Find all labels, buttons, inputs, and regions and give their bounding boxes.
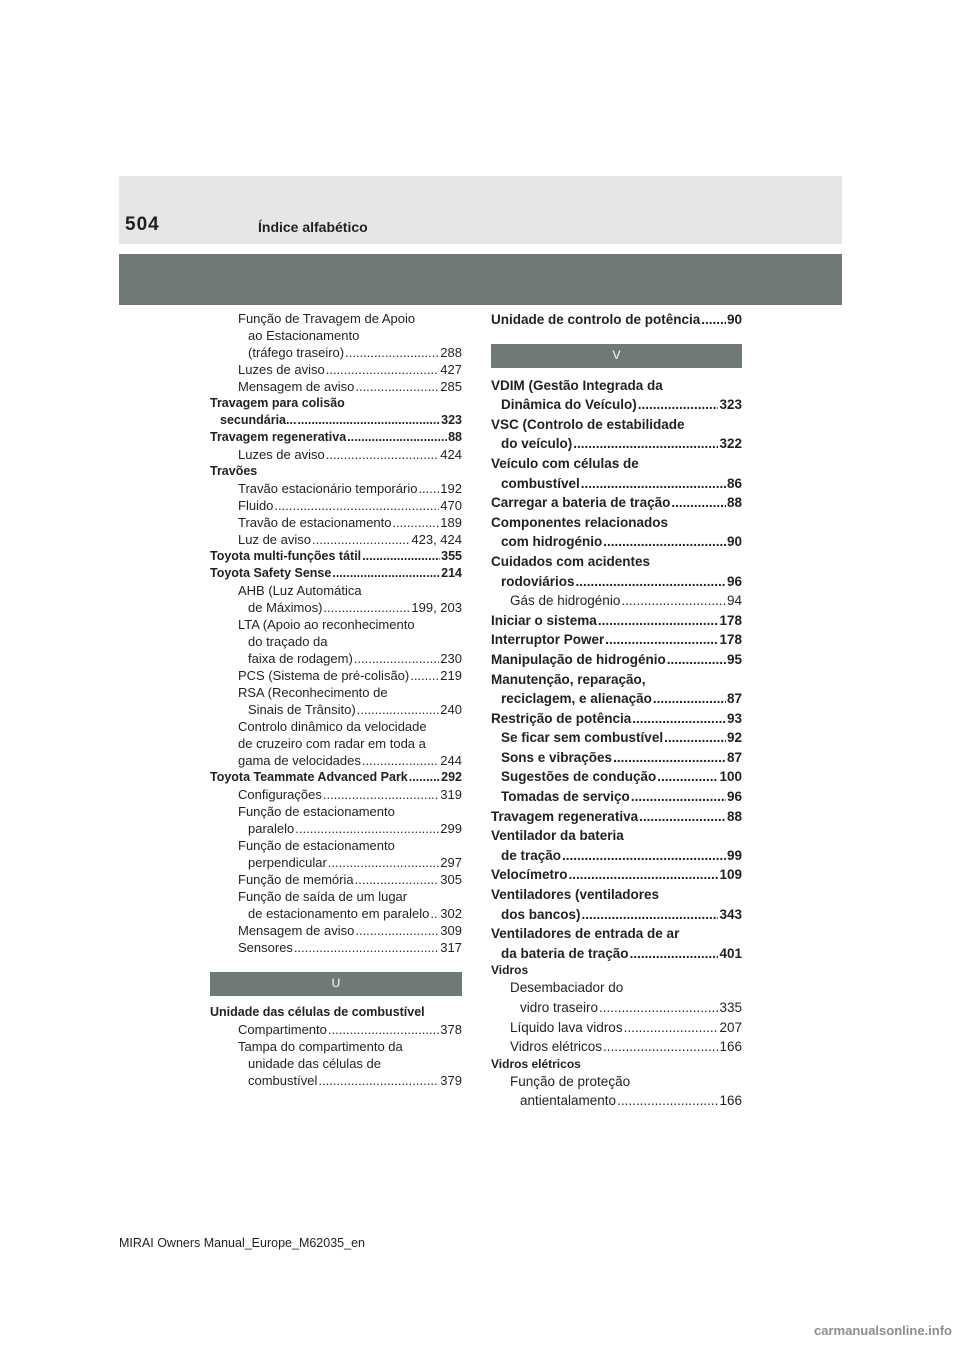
index-entry <box>210 480 462 497</box>
leader-dots <box>701 310 726 330</box>
index-entry <box>491 924 742 944</box>
entry-text: Travagem para colisão <box>210 396 345 410</box>
page-number: 504 <box>125 214 160 235</box>
entry-page-number: 302 <box>440 906 462 921</box>
index-entry <box>491 978 742 998</box>
entry-text: Travão de estacionamento <box>238 515 392 530</box>
leader-dots <box>576 572 726 592</box>
entry-text: Sinais de Trânsito) <box>248 702 356 717</box>
index-entry <box>491 376 742 396</box>
leader-dots <box>318 1072 439 1089</box>
entry-page-number: 335 <box>719 1000 742 1015</box>
entry-text: ao Estacionamento <box>248 328 360 343</box>
index-entry <box>210 599 462 616</box>
entry-text: VDIM (Gestão Integrada da <box>491 377 663 393</box>
index-entry <box>210 616 462 633</box>
index-entry <box>210 769 462 786</box>
leader-dots <box>598 611 719 631</box>
index-entry <box>491 1057 742 1072</box>
index-entry <box>491 767 742 787</box>
index-entry <box>491 787 742 807</box>
leader-dots <box>664 728 726 748</box>
entry-text: Luzes de aviso <box>238 362 325 377</box>
entry-page-number: 343 <box>719 906 742 922</box>
entry-text: Função de saída de um lugar <box>238 889 408 904</box>
leader-dots <box>294 939 439 956</box>
index-entry <box>210 395 462 412</box>
right-column <box>491 310 742 1111</box>
index-entry <box>491 1037 742 1057</box>
entry-page-number: 219 <box>440 668 462 683</box>
letter-heading-u: U <box>210 972 462 996</box>
index-entry <box>491 998 742 1018</box>
entry-text: antientalamento <box>520 1093 617 1109</box>
header-band <box>119 176 842 244</box>
entry-text: Luz de aviso <box>238 532 311 547</box>
entry-page-number: 401 <box>719 945 742 961</box>
leader-dots <box>295 820 439 837</box>
index-entry <box>210 1072 462 1089</box>
entry-page-number: 230 <box>440 651 462 666</box>
entry-text: Configurações <box>238 787 322 802</box>
entry-text: Restrição de potência <box>491 710 632 726</box>
index-entry <box>210 1021 462 1038</box>
index-list-t <box>210 310 462 956</box>
entry-text: Ventilador da bateria <box>491 828 624 844</box>
index-list-u <box>210 1004 462 1089</box>
entry-text: Compartimento <box>238 1022 327 1037</box>
entry-text: Iniciar o sistema <box>491 612 597 628</box>
leader-dots <box>274 497 439 514</box>
entry-page-number: 94 <box>726 593 742 609</box>
entry-page-number: 192 <box>440 481 462 496</box>
leader-dots <box>638 395 719 415</box>
index-entry <box>491 474 742 494</box>
leader-dots <box>631 787 726 807</box>
index-entry <box>491 865 742 885</box>
leader-dots <box>357 701 440 718</box>
index-entry <box>491 552 742 572</box>
entry-page-number: 109 <box>719 867 742 883</box>
entry-text: Interruptor Power <box>491 632 605 648</box>
index-entry <box>210 1004 462 1021</box>
entry-text: perpendicular <box>248 855 327 870</box>
index-entry <box>210 667 462 684</box>
index-entry <box>491 310 742 330</box>
entry-text: Ventiladores de entrada de ar <box>491 926 680 942</box>
entry-text: unidade das células de <box>248 1056 381 1071</box>
entry-page-number: 323 <box>441 413 462 427</box>
index-entry <box>210 1038 462 1055</box>
index-entry <box>491 1072 742 1092</box>
entry-page-number: 166 <box>719 1093 742 1109</box>
entry-text: Controlo dinâmico da velocidade <box>238 719 427 734</box>
index-entry <box>491 944 742 964</box>
entry-text: Função de Travagem de Apoio <box>238 311 416 326</box>
index-entry <box>210 633 462 650</box>
entry-text: Desembaciador do <box>510 980 624 996</box>
entry-page-number: 244 <box>440 753 462 768</box>
index-entry <box>210 378 462 395</box>
leader-dots <box>671 493 726 513</box>
leader-dots <box>410 667 439 684</box>
entry-text: Dinâmica do Veículo) <box>501 397 637 413</box>
leader-dots <box>323 786 439 803</box>
index-entry <box>491 905 742 925</box>
entry-text: Se ficar sem combustível <box>501 730 664 746</box>
entry-text: combustível <box>248 1073 318 1088</box>
index-entry <box>210 497 462 514</box>
entry-text: gama de velocidades <box>238 753 361 768</box>
index-entry <box>210 905 462 922</box>
entry-text: rodoviários <box>501 573 575 589</box>
entry-page-number: 90 <box>726 312 742 327</box>
entry-page-number: 470 <box>440 498 462 513</box>
entry-text: Mensagem de aviso <box>238 923 355 938</box>
entry-text: Toyota Safety Sense <box>210 566 332 580</box>
entry-page-number: 240 <box>440 702 462 717</box>
leader-dots <box>562 846 726 866</box>
index-entry <box>491 748 742 768</box>
leader-dots <box>418 480 439 497</box>
index-entry <box>491 611 742 631</box>
entry-text: RSA (Reconhecimento de <box>238 685 388 700</box>
entry-text: Vidros elétricos <box>510 1039 603 1055</box>
entry-text: Toyota multi-funções tátil <box>210 549 362 563</box>
entry-text: paralelo <box>248 821 295 836</box>
index-entry <box>210 327 462 344</box>
entry-text: Velocímetro <box>491 867 568 883</box>
leader-dots <box>581 474 726 494</box>
section-title: Índice alfabético <box>258 219 368 235</box>
entry-page-number: 319 <box>440 787 462 802</box>
index-entry <box>210 854 462 871</box>
entry-text: reciclagem, e alienação <box>501 691 652 707</box>
leader-dots <box>392 514 439 531</box>
left-column <box>210 310 462 1089</box>
leader-dots <box>667 650 726 670</box>
entry-text: Vidros elétricos <box>491 1056 581 1071</box>
entry-page-number: 378 <box>440 1022 462 1037</box>
leader-dots <box>657 767 718 787</box>
index-entry <box>491 454 742 474</box>
entry-text: Manipulação de hidrogénio <box>491 651 666 667</box>
entry-page-number: 178 <box>719 612 742 628</box>
leader-dots <box>347 429 447 446</box>
leader-dots <box>621 591 726 611</box>
index-entry <box>210 463 462 480</box>
index-entry <box>210 803 462 820</box>
leader-dots <box>599 998 718 1018</box>
entry-page-number: 90 <box>726 534 742 550</box>
index-entry <box>210 514 462 531</box>
entry-text: Gás de hidrogénio <box>510 593 621 609</box>
leader-dots <box>582 905 719 925</box>
leader-dots <box>328 854 440 871</box>
letter-heading-v: V <box>491 344 742 368</box>
entry-page-number: 99 <box>726 847 742 863</box>
entry-page-number: 299 <box>440 821 462 836</box>
footer-manual-name: MIRAI Owners Manual_Europe_M62035_en <box>119 1236 365 1250</box>
entry-page-number: 95 <box>726 651 742 667</box>
index-entry <box>491 513 742 533</box>
watermark: carmanualsonline.info <box>814 1323 952 1338</box>
index-entry <box>491 493 742 513</box>
index-entry <box>491 434 742 454</box>
index-entry <box>210 786 462 803</box>
leader-dots <box>326 446 440 463</box>
index-entry <box>210 684 462 701</box>
entry-text: Toyota Teammate Advanced Park <box>210 770 408 784</box>
entry-text: Veículo com células de <box>491 455 639 471</box>
entry-page-number: 207 <box>719 1019 742 1035</box>
index-entry <box>491 807 742 827</box>
index-entry <box>210 412 462 429</box>
entry-text: dos bancos) <box>501 906 581 922</box>
index-entry <box>210 820 462 837</box>
leader-dots <box>632 709 726 729</box>
entry-text: Função de estacionamento <box>238 804 395 819</box>
entry-text: Componentes relacionados <box>491 514 669 530</box>
entry-text: Luzes de aviso <box>238 447 325 462</box>
leader-dots <box>617 1091 718 1111</box>
index-entry <box>210 310 462 327</box>
leader-dots <box>345 344 439 361</box>
index-entry <box>491 650 742 670</box>
entry-text: (tráfego traseiro) <box>248 345 345 360</box>
leader-dots <box>409 769 440 786</box>
index-entry <box>210 922 462 939</box>
entry-page-number: 88 <box>726 808 742 824</box>
entry-page-number: 100 <box>719 769 742 785</box>
entry-text: faixa de rodagem) <box>248 651 353 666</box>
entry-page-number: 292 <box>441 770 462 784</box>
entry-text: da bateria de tração <box>501 945 629 961</box>
entry-text: de estacionamento em paralelo <box>248 906 430 921</box>
entry-page-number: 379 <box>440 1073 462 1088</box>
index-entry <box>210 701 462 718</box>
entry-text: com hidrogénio <box>501 534 603 550</box>
index-list-u-cont <box>491 310 742 330</box>
leader-dots <box>569 865 719 885</box>
index-entry <box>210 735 462 752</box>
index-entry <box>491 826 742 846</box>
entry-text: Função de proteção <box>510 1073 631 1089</box>
index-entry <box>210 752 462 769</box>
index-entry <box>491 670 742 690</box>
index-entry <box>491 630 742 650</box>
entry-text: Travagem regenerativa <box>491 808 639 824</box>
entry-text: Fluido <box>238 498 274 513</box>
index-entry <box>210 888 462 905</box>
entry-text: de tração <box>501 847 562 863</box>
leader-dots <box>355 922 439 939</box>
leader-dots <box>326 361 440 378</box>
leader-dots <box>653 689 726 709</box>
entry-page-number: 87 <box>726 691 742 707</box>
entry-page-number: 355 <box>441 549 462 563</box>
entry-page-number: 288 <box>440 345 462 360</box>
index-entry <box>210 718 462 735</box>
entry-page-number: 423, 424 <box>411 532 462 547</box>
entry-text: Mensagem de aviso <box>238 379 355 394</box>
leader-dots <box>605 630 718 650</box>
leader-dots <box>355 871 440 888</box>
entry-text: VSC (Controlo de estabilidade <box>491 416 685 432</box>
index-entry <box>210 446 462 463</box>
entry-text: Líquido lava vidros <box>510 1019 623 1035</box>
index-entry <box>491 1018 742 1038</box>
entry-page-number: 214 <box>441 566 462 580</box>
index-entry <box>210 361 462 378</box>
leader-dots <box>613 748 726 768</box>
entry-text: LTA (Apoio ao reconhecimento <box>238 617 415 632</box>
index-entry <box>210 531 462 548</box>
entry-page-number: 87 <box>726 749 742 765</box>
entry-page-number: 92 <box>726 730 742 746</box>
entry-text: Tampa do compartimento da <box>238 1039 403 1054</box>
entry-text: Ventiladores (ventiladores <box>491 887 660 903</box>
entry-page-number: 322 <box>719 436 742 452</box>
entry-page-number: 166 <box>719 1039 742 1055</box>
index-entry <box>491 846 742 866</box>
entry-text: do traçado da <box>248 634 328 649</box>
entry-text: Tomadas de serviço <box>501 789 630 805</box>
leader-dots <box>362 752 439 769</box>
entry-page-number: 88 <box>726 495 742 511</box>
section-band <box>119 254 842 305</box>
index-entry <box>491 1091 742 1111</box>
entry-text: Unidade das células de combustível <box>210 1005 425 1019</box>
entry-page-number: 96 <box>726 789 742 805</box>
entry-text: Carregar a bateria de tração <box>491 495 671 511</box>
entry-text: combustível <box>501 475 580 491</box>
entry-text: Função de memória <box>238 872 354 887</box>
entry-text: Travão estacionário temporário <box>238 481 418 496</box>
entry-page-number: 199, 203 <box>411 600 462 615</box>
index-entry <box>210 939 462 956</box>
leader-dots <box>573 434 718 454</box>
entry-page-number: 96 <box>726 573 742 589</box>
index-entry <box>210 548 462 565</box>
index-entry <box>491 572 742 592</box>
entry-text: Cuidados com acidentes <box>491 553 651 569</box>
index-entry <box>491 885 742 905</box>
entry-page-number: 427 <box>440 362 462 377</box>
entry-text: do veículo) <box>501 436 573 452</box>
entry-page-number: 424 <box>440 447 462 462</box>
entry-text: PCS (Sistema de pré-colisão) <box>238 668 410 683</box>
leader-dots <box>639 807 726 827</box>
leader-dots <box>603 1037 718 1057</box>
index-entry <box>210 837 462 854</box>
leader-dots <box>355 378 439 395</box>
leader-dots <box>362 548 440 565</box>
index-entry <box>210 565 462 582</box>
leader-dots <box>354 650 440 667</box>
entry-page-number: 178 <box>719 632 742 648</box>
entry-page-number: 305 <box>440 872 462 887</box>
index-entry <box>210 871 462 888</box>
index-entry <box>491 963 742 978</box>
entry-page-number: 297 <box>440 855 462 870</box>
entry-page-number: 309 <box>440 923 462 938</box>
entry-text: Sensores <box>238 940 293 955</box>
leader-dots <box>603 532 726 552</box>
entry-text: Sugestões de condução <box>501 769 657 785</box>
index-entry <box>491 728 742 748</box>
leader-dots <box>332 565 440 582</box>
leader-dots <box>630 944 719 964</box>
entry-text: de Máximos) <box>248 600 323 615</box>
index-entry <box>210 344 462 361</box>
leader-dots <box>328 1021 439 1038</box>
entry-text: Travagem regenerativa <box>210 430 347 444</box>
leader-dots <box>312 531 410 548</box>
index-entry <box>491 591 742 611</box>
entry-page-number: 189 <box>440 515 462 530</box>
index-entry <box>491 415 742 435</box>
index-entry <box>491 709 742 729</box>
index-entry <box>491 395 742 415</box>
leader-dots <box>624 1018 719 1038</box>
entry-text: secundária... <box>220 413 297 427</box>
leader-dots <box>430 905 439 922</box>
index-entry <box>210 650 462 667</box>
index-list-v <box>491 376 742 1111</box>
entry-text: Unidade de controlo de potência <box>491 312 701 327</box>
index-entry <box>210 429 462 446</box>
entry-page-number: 88 <box>448 430 462 444</box>
entry-page-number: 86 <box>726 475 742 491</box>
entry-text: Travões <box>210 464 258 478</box>
entry-text: Vidros <box>491 963 529 978</box>
entry-text: vidro traseiro <box>520 1000 599 1015</box>
entry-text: Função de estacionamento <box>238 838 395 853</box>
leader-dots <box>297 412 440 429</box>
index-entry <box>491 532 742 552</box>
index-entry <box>210 1055 462 1072</box>
leader-dots <box>323 599 410 616</box>
entry-page-number: 93 <box>726 710 742 726</box>
index-entry <box>491 689 742 709</box>
entry-page-number: 285 <box>440 379 462 394</box>
entry-page-number: 317 <box>440 940 462 955</box>
index-entry <box>210 582 462 599</box>
entry-text: Manutenção, reparação, <box>491 671 646 687</box>
entry-text: AHB (Luz Automática <box>238 583 362 598</box>
entry-text: de cruzeiro com radar em toda a <box>238 736 426 751</box>
entry-text: Sons e vibrações <box>501 749 613 765</box>
entry-page-number: 323 <box>719 397 742 413</box>
